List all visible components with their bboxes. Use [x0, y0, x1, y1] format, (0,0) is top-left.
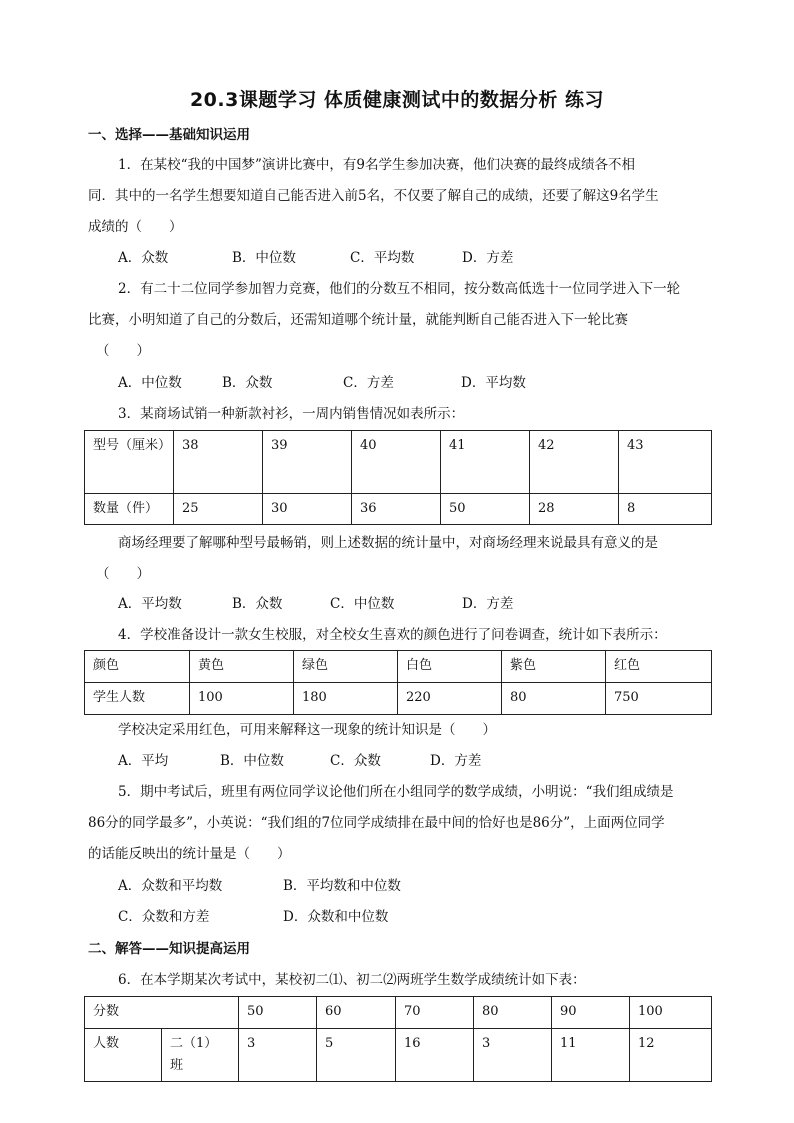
table-cell: 750 [606, 683, 712, 715]
q2-text-line1: 2．有二十二位同学参加智力竞赛，他们的分数互不相同，按分数高低选十一位同学进入下一轮 [118, 281, 681, 297]
q1-option-c: C．平均数 [350, 250, 415, 266]
q4-color-table [84, 650, 712, 715]
table-row [85, 494, 712, 525]
q4-option-d: D．方差 [430, 753, 482, 769]
q3-option-d: D．方差 [462, 596, 514, 612]
q1-text-line3: 成绩的（ ） [88, 219, 183, 235]
table-cell: 型号（厘米） [85, 431, 174, 494]
q1-option-a: A．众数 [118, 250, 169, 266]
q2-text-line3: （ ） [96, 343, 150, 359]
q2-option-a: A．中位数 [118, 375, 182, 391]
table-row [85, 651, 712, 683]
q3-text-after: 商场经理要了解哪种型号最畅销，则上述数据的统计量中，对商场经理来说最具有意义的是 [118, 535, 658, 551]
q5-option-b: B．平均数和中位数 [283, 878, 401, 894]
table-cell: 学生人数 [85, 683, 190, 715]
table-cell: 220 [398, 683, 502, 715]
q5-text-line2: 86分的同学最多”，小英说：“我们组的7位同学成绩排在最中间的恰好也是86分”，上面两位同学 [88, 815, 665, 831]
table-cell: 分数 [85, 997, 239, 1029]
q4-option-b: B．中位数 [220, 753, 284, 769]
q6-text-line1: 6．在本学期某次考试中，某校初二⑴、初二⑵两班学生数学成绩统计如下表： [118, 972, 586, 988]
q4-text-after: 学校决定采用红色，可用来解释这一现象的统计知识是（ ） [118, 722, 496, 738]
table-cell: 白色 [398, 651, 502, 683]
table-cell: 38 [174, 431, 263, 494]
table-cell: 42 [530, 431, 619, 494]
q5-option-c: C．众数和方差 [118, 909, 210, 925]
table-cell: 80 [474, 997, 552, 1029]
table-cell: 36 [352, 494, 441, 525]
table-row [85, 683, 712, 715]
table-row [85, 431, 712, 494]
table-cell: 16 [396, 1029, 474, 1082]
q2-option-c: C．方差 [343, 375, 394, 391]
table-cell: 红色 [606, 651, 712, 683]
table-cell: 50 [441, 494, 530, 525]
table-cell: 80 [502, 683, 606, 715]
table-cell: 5 [317, 1029, 396, 1082]
table-cell: 39 [263, 431, 352, 494]
table-cell: 90 [552, 997, 630, 1029]
table-cell: 70 [396, 997, 474, 1029]
q6-score-table [84, 996, 712, 1082]
table-cell: 60 [317, 997, 396, 1029]
q1-text-line2: 同．其中的一名学生想要知道自己能否进入前5名，不仅要了解自己的成绩，还要了解这9名学生 [88, 188, 659, 204]
table-cell: 180 [294, 683, 398, 715]
q1-option-b: B．中位数 [232, 250, 296, 266]
q4-option-c: C．众数 [330, 753, 381, 769]
table-cell: 25 [174, 494, 263, 525]
q5-text-line1: 5．期中考试后，班里有两位同学议论他们所在小组同学的数学成绩，小明说：“我们组成绩是 [118, 784, 674, 800]
table-cell: 颜色 [85, 651, 190, 683]
table-cell: 11 [552, 1029, 630, 1082]
table-cell: 二（1）班 [162, 1029, 239, 1082]
table-cell: 绿色 [294, 651, 398, 683]
table-cell: 30 [263, 494, 352, 525]
table-cell: 28 [530, 494, 619, 525]
table-cell: 3 [474, 1029, 552, 1082]
table-cell: 紫色 [502, 651, 606, 683]
table-cell: 40 [352, 431, 441, 494]
table-cell: 100 [190, 683, 294, 715]
q5-option-a: A．众数和平均数 [118, 878, 223, 894]
q3-option-b: B．众数 [232, 596, 283, 612]
q2-text-line2: 比赛，小明知道了自己的分数后，还需知道哪个统计量，就能判断自己能否进入下一轮比赛 [88, 312, 628, 328]
table-cell: 100 [630, 997, 712, 1029]
table-row [85, 1029, 712, 1082]
q4-option-a: A．平均 [118, 753, 169, 769]
q3-text-line1: 3．某商场试销一种新款衬衫，一周内销售情况如表所示： [118, 406, 465, 422]
q4-text-line1: 4．学校准备设计一款女生校服，对全校女生喜欢的颜色进行了问卷调查，统计如下表所示： [118, 627, 667, 643]
table-cell: 50 [239, 997, 317, 1029]
q5-text-line3: 的话能反映出的统计量是（ ） [88, 846, 291, 862]
q1-text-line1: 1．在某校“我的中国梦”演讲比赛中，有9名学生参加决赛，他们决赛的最终成绩各不相 [118, 157, 635, 173]
q3-paren: （ ） [96, 566, 150, 582]
table-cell: 8 [619, 494, 712, 525]
q3-option-c: C．中位数 [330, 596, 395, 612]
q2-option-d: D．平均数 [461, 375, 526, 391]
table-cell: 12 [630, 1029, 712, 1082]
table-cell: 人数 [85, 1029, 162, 1082]
q2-option-b: B．众数 [222, 375, 273, 391]
section-heading-answer: 二、解答——知识提高运用 [88, 941, 250, 957]
page-title: 20.3课题学习 体质健康测试中的数据分析 练习 [189, 89, 605, 111]
table-row [85, 997, 712, 1029]
q3-option-a: A．平均数 [118, 596, 182, 612]
table-cell: 43 [619, 431, 712, 494]
section-heading-choice: 一、选择——基础知识运用 [88, 127, 250, 143]
table-cell: 3 [239, 1029, 317, 1082]
table-cell: 黄色 [190, 651, 294, 683]
table-cell: 数量（件） [85, 494, 174, 525]
q1-option-d: D．方差 [462, 250, 514, 266]
table-cell: 41 [441, 431, 530, 494]
q3-size-table [84, 430, 712, 525]
q5-option-d: D．众数和中位数 [283, 909, 389, 925]
